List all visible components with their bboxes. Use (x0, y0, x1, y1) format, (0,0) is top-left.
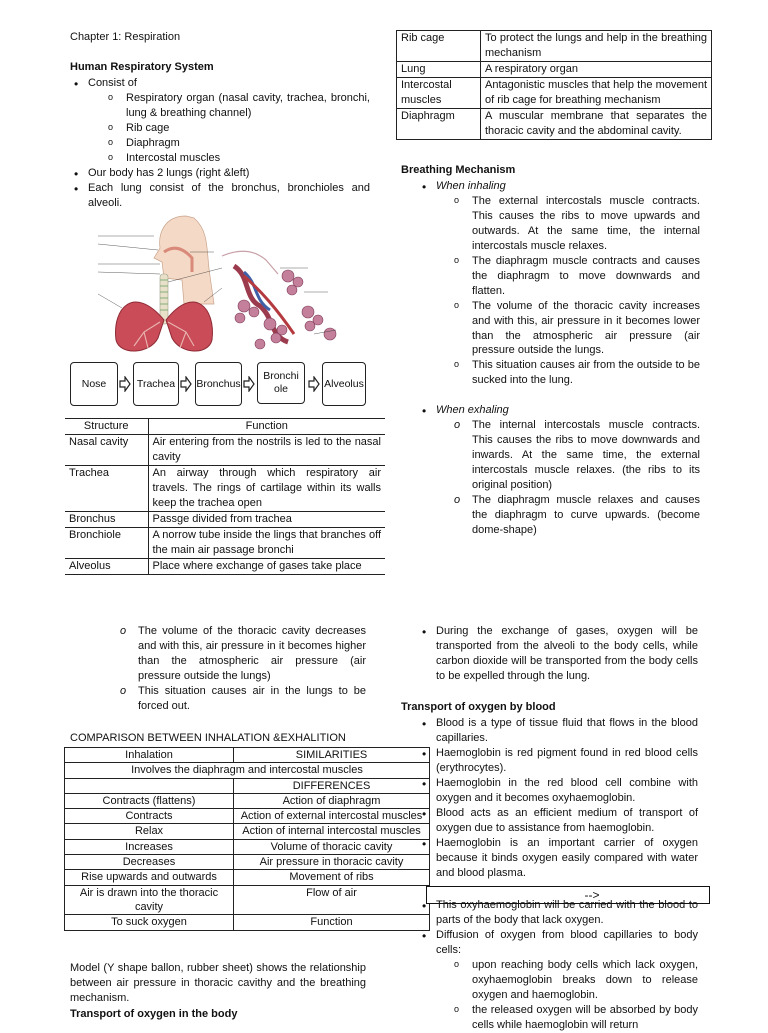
list-item: • Blood acts as an efficient medium of transport of oxygen due to assistance from haemoglobin. (418, 806, 698, 836)
respiratory-system-illustration (94, 212, 350, 358)
hrs-list (70, 76, 370, 211)
table-row (65, 885, 430, 915)
table-cell: Diaphragm (397, 108, 481, 139)
list-item: o The diaphragm muscle contracts and causes the diaphragm to move downwards and flatten. (452, 254, 700, 299)
list-item: o The volume of the thoracic cavity increases and with this, air pressure in it becomes lower than the atmospheric air pressure (air pressure outside the lungs. (452, 299, 700, 359)
table-cell: Volume of thoracic cavity (234, 839, 430, 854)
inhale-section (418, 179, 700, 388)
table-cell: Action of diaphragm (234, 793, 430, 808)
diffusion-steps (452, 958, 698, 1033)
table-cell: Action of internal intercostal muscles (234, 824, 430, 839)
table-row (397, 77, 712, 108)
transport-heading: Transport of oxygen in the body (70, 1008, 238, 1020)
table-cell: Bronchus (65, 511, 148, 527)
table-header-cell: Function (148, 419, 385, 435)
table-row (65, 558, 385, 574)
blood-heading: Transport of oxygen by blood (401, 701, 556, 713)
parts-list (106, 91, 370, 166)
flow-step-bronchus: Bronchus (195, 362, 242, 406)
list-item: o Rib cage (106, 121, 370, 136)
table-row (65, 809, 430, 824)
table-header-row (65, 748, 430, 763)
table-row (65, 870, 430, 885)
chapter-title: Chapter 1: Respiration (70, 31, 181, 43)
arrow-right-icon (243, 376, 255, 392)
table-header-cell: SIMILARITIES (234, 748, 430, 763)
list-item: • Haemoglobin is an important carrier of oxygen because it binds oxygen easily compared with water and blood plasma. (418, 836, 698, 881)
hrs-heading: Human Respiratory System (70, 61, 214, 73)
list-item: o The diaphragm muscle relaxes and causes the diaphragm to curve upwards. (become dome-shape) (452, 493, 700, 538)
table-cell: To protect the lungs and help in the breathing mechanism (481, 31, 712, 62)
table-cell: Nasal cavity (65, 434, 148, 465)
table-cell: Antagonistic muscles that help the movement of rib cage for breathing mechanism (481, 77, 712, 108)
list-item: • This oxyhaemoglobin will be carried with the blood to parts of the body that lack oxygen. (418, 898, 698, 928)
table-cell: A norrow tube inside the lings that branches off the main air passage bronchi (148, 527, 385, 558)
table-cell: Air pressure in thoracic cavity (234, 855, 430, 870)
list-item: • Diffusion of oxygen from blood capillaries to body cells: o upon reaching body cells which lack oxygen, oxyhaemoglobin breaks down to release oxygen and haemoglobin. o the released oxygen will be absorbed by body cells while haemoglobin will return (418, 928, 698, 1033)
list-item: o upon reaching body cells which lack oxygen, oxyhaemoglobin breaks down to release oxygen and haemoglobin. (452, 958, 698, 1003)
table-cell: Contracts (65, 809, 234, 824)
table-cell: Contracts (flattens) (65, 793, 234, 808)
table-header-cell: Structure (65, 419, 148, 435)
list-item: o This situation causes air in the lungs to be forced out. (118, 684, 366, 714)
model-text: Model (Y shape ballon, rubber sheet) shows the relationship between air pressure in thoracic cavithy and the breathing mechanism. (70, 962, 366, 1004)
arrow-right-icon (180, 376, 192, 392)
table-cell: Place where exchange of gases take place (148, 558, 385, 574)
table-cell: Passge divided from trachea (148, 511, 385, 527)
table-cell: Intercostal muscles (397, 77, 481, 108)
list-item: o This situation causes air from the outside to be sucked into the lung. (452, 358, 700, 388)
arrow-right-icon (308, 376, 320, 392)
list-item: • During the exchange of gases, oxygen will be transported from the alveoli to the body cells, while carbon dioxide will be transported from the body cells to be expelled through the lung. (418, 624, 698, 684)
list-item: • Consist of o Respiratory organ (nasal cavity, trachea, bronchi, lung & breathing channel) o Rib cage o Diaphragm o Intercostal muscles (70, 76, 370, 166)
differences-cell: DIFFERENCES (234, 778, 430, 793)
breathing-heading: Breathing Mechanism (401, 164, 516, 176)
table-cell: A respiratory organ (481, 61, 712, 77)
flow-step-trachea: Trachea (133, 362, 179, 406)
table-row (65, 824, 430, 839)
table-row (397, 108, 712, 139)
table-row (397, 61, 712, 77)
blood-list (418, 716, 698, 880)
exhale-continued (118, 624, 366, 714)
list-item: o The volume of the thoracic cavity decreases and with this, air pressure in it becomes higher than the atmospheric air pressure (air pressure outside the lungs) (118, 624, 366, 684)
table-cell: Air entering from the nostrils is led to the nasal cavity (148, 434, 385, 465)
table-cell: Trachea (65, 465, 148, 511)
table-cell: Alveolus (65, 558, 148, 574)
list-item: o The external intercostals muscle contracts. This causes the ribs to move upwards and outwards. At the same time, the internal intercostals muscle relaxes. (452, 194, 700, 254)
table-cell: Movement of ribs (234, 870, 430, 885)
list-item: • Haemoglobin in the red blood cell combine with oxygen and it becomes oxyhaemoglobin. (418, 776, 698, 806)
table-cell: Relax (65, 824, 234, 839)
table-cell: Rise upwards and outwards (65, 870, 234, 885)
table-header-row (65, 419, 385, 435)
table-row (65, 778, 430, 793)
table-cell: An airway through which respiratory air travels. The rings of cartilage within its walls keep the trachea open (148, 465, 385, 511)
table-cell: To suck oxygen (65, 915, 234, 930)
exhale-steps (452, 418, 700, 538)
table-cell: Decreases (65, 855, 234, 870)
table-header-cell: Inhalation (65, 748, 234, 763)
list-item (418, 403, 700, 538)
table-row (65, 915, 430, 930)
list-item: • Blood is a type of tissue fluid that flows in the blood capillaries. (418, 716, 698, 746)
table-row (65, 839, 430, 854)
table-row (65, 855, 430, 870)
list-item (418, 179, 700, 388)
organ-function-table (396, 30, 712, 140)
after-arrow-list (418, 898, 698, 1033)
table-cell: Rib cage (397, 31, 481, 62)
similarity-cell: Involves the diaphragm and intercostal muscles (65, 763, 430, 778)
list-item: • Each lung consist of the bronchus, bronchioles and alveoli. (70, 181, 370, 211)
table-row (65, 511, 385, 527)
inhale-label: When inhaling (436, 180, 506, 192)
comparison-table (64, 747, 430, 931)
table-cell: Air is drawn into the thoracic cavity (65, 885, 234, 915)
flow-step-nose: Nose (70, 362, 118, 406)
flow-step-bronchiole: Bronchiole (257, 362, 305, 404)
list-item: o the released oxygen will be absorbed by body cells while haemoglobin will return (452, 1003, 698, 1033)
table-cell: A muscular membrane that separates the thoracic cavity and the abdominal cavity. (481, 108, 712, 139)
inhale-steps (452, 194, 700, 388)
table-cell: Function (234, 915, 430, 930)
exhale-section (418, 403, 700, 538)
list-item: o Respiratory organ (nasal cavity, trachea, bronchi, lung & breathing channel) (106, 91, 370, 121)
table-row (397, 31, 712, 62)
gas-exchange-section (418, 624, 698, 684)
table-row (65, 527, 385, 558)
list-item: o Diaphragm (106, 136, 370, 151)
arrow-right-icon (119, 376, 131, 392)
exhale-label: When exhaling (436, 404, 509, 416)
table-cell: Lung (397, 61, 481, 77)
arrow-right-icon: --> (584, 888, 600, 902)
list-item: • Our body has 2 lungs (right &left) (70, 166, 370, 181)
list-item: • Haemoglobin is red pigment found in red blood cells (erythrocytes). (418, 746, 698, 776)
table-row (65, 793, 430, 808)
table-row (65, 434, 385, 465)
list-item: o The internal intercostals muscle contracts. This causes the ribs to move downwards and inwards. At the same time, the external intercostals muscle relaxes. (the ribs to its original position) (452, 418, 700, 493)
flow-step-alveolus: Alveolus (322, 362, 366, 406)
table-cell: Bronchiole (65, 527, 148, 558)
table-cell: Increases (65, 839, 234, 854)
table-row (65, 763, 430, 778)
table-cell: Action of external intercostal muscles (234, 809, 430, 824)
comparison-title: COMPARISON BETWEEN INHALATION &EXHALITION (70, 732, 346, 744)
table-row (65, 465, 385, 511)
table-cell: Flow of air (234, 885, 430, 915)
structure-function-table (65, 418, 385, 575)
list-item: o Intercostal muscles (106, 151, 370, 166)
